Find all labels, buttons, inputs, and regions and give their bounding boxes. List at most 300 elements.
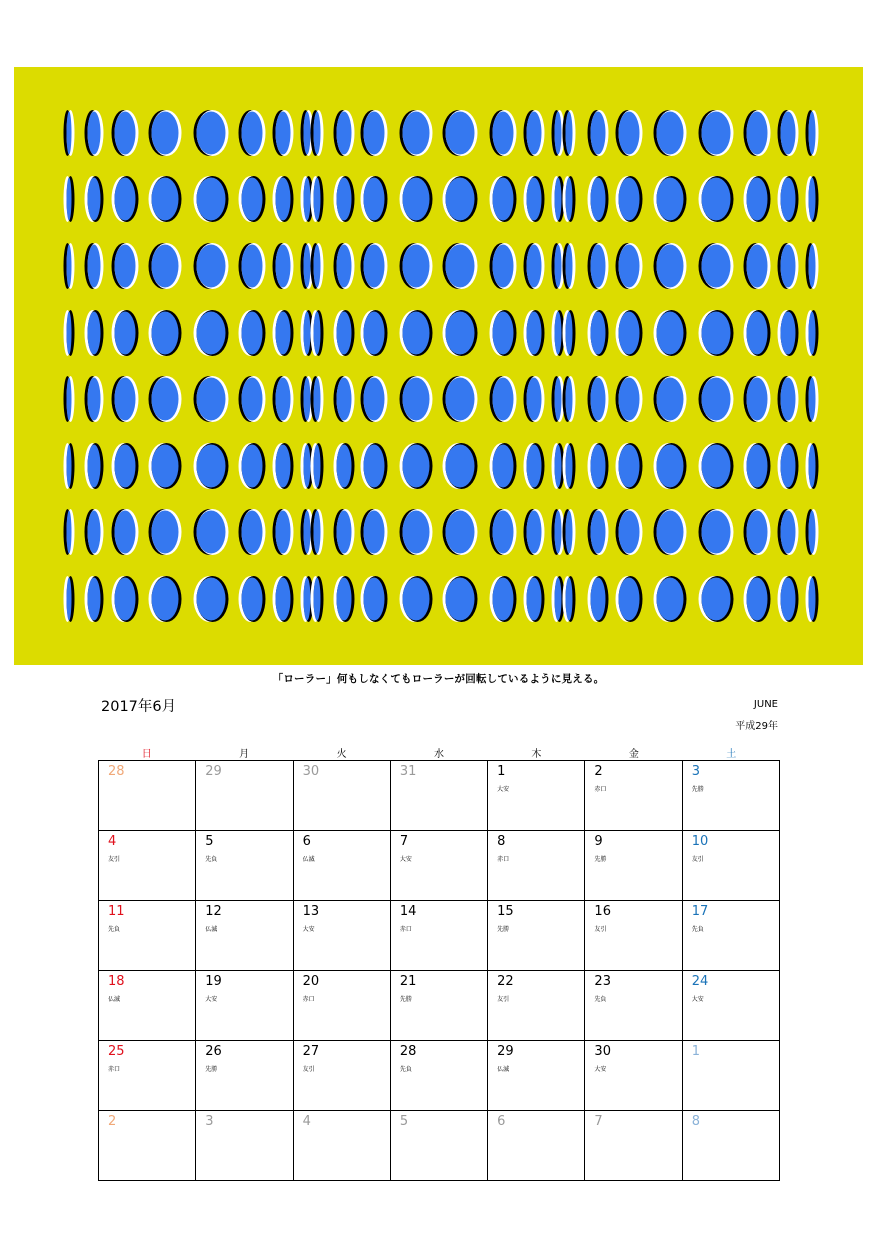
day-number: 24: [691, 974, 709, 989]
day-number: 26: [205, 1044, 222, 1059]
weekday-header: [98, 745, 780, 759]
rokuyo-label: 仏滅: [108, 996, 121, 1003]
roller-ellipse: [524, 310, 545, 356]
rokuyo-label: 先負: [205, 856, 218, 863]
roller-ellipse: [334, 243, 355, 289]
day-number: 9: [594, 834, 603, 849]
rokuyo-label: 先勝: [497, 926, 510, 933]
roller-ellipse: [334, 310, 355, 356]
calendar-day-cell: [294, 901, 391, 971]
calendar-day-cell: [391, 761, 488, 831]
roller-ellipse: [400, 310, 433, 356]
calendar-day-cell: [99, 1111, 196, 1181]
roller-ellipse: [806, 376, 819, 422]
roller-ellipse: [616, 310, 643, 356]
calendar-day-cell: [683, 831, 780, 901]
roller-ellipse: [361, 243, 388, 289]
roller-ellipse: [64, 509, 75, 555]
roller-ellipse: [112, 509, 139, 555]
calendar-day-cell: [196, 1041, 293, 1111]
roller-ellipse: [194, 243, 229, 289]
calendar-day-cell: [683, 1041, 780, 1111]
roller-ellipse: [400, 376, 433, 422]
roller-ellipse: [490, 243, 517, 289]
roller-ellipse: [490, 443, 517, 489]
day-number: 10: [691, 834, 709, 849]
day-number: 1: [497, 764, 506, 779]
day-number: 3: [691, 764, 700, 779]
roller-ellipse: [311, 310, 324, 356]
roller-ellipse: [654, 110, 687, 156]
calendar-day-cell: [294, 971, 391, 1041]
rokuyo-label: 先勝: [594, 856, 607, 863]
rokuyo-label: 友引: [691, 856, 704, 863]
weekday-thursday: 木: [531, 749, 542, 760]
day-number: 18: [108, 974, 125, 989]
calendar-title: 2017年6月: [101, 699, 177, 715]
roller-ellipse: [563, 176, 576, 222]
roller-ellipse: [85, 509, 104, 555]
roller-ellipse: [778, 176, 799, 222]
day-number: 4: [302, 1114, 311, 1129]
day-number: 7: [594, 1114, 603, 1129]
rokuyo-label: 先勝: [691, 786, 704, 793]
calendar-day-cell: [683, 901, 780, 971]
roller-ellipse: [699, 376, 734, 422]
roller-ellipse: [361, 110, 388, 156]
rokuyo-label: 赤口: [302, 996, 315, 1003]
roller-ellipse: [443, 576, 478, 622]
roller-ellipse: [778, 443, 799, 489]
calendar-day-cell: [196, 761, 293, 831]
day-number: 8: [497, 834, 506, 849]
day-number: 27: [302, 1044, 320, 1059]
roller-ellipse: [524, 376, 545, 422]
rokuyo-label: 先勝: [205, 1066, 218, 1073]
roller-ellipse: [744, 443, 771, 489]
day-number: 14: [399, 904, 417, 919]
roller-ellipse: [616, 110, 643, 156]
roller-ellipse: [149, 509, 182, 555]
calendar-day-cell: [391, 971, 488, 1041]
roller-ellipse: [443, 243, 478, 289]
calendar-day-cell: [488, 901, 585, 971]
roller-ellipse: [778, 310, 799, 356]
day-number: 25: [108, 1044, 125, 1059]
roller-ellipse: [334, 443, 355, 489]
roller-ellipse: [112, 176, 139, 222]
roller-ellipse: [149, 376, 182, 422]
calendar-day-cell: [585, 901, 682, 971]
roller-ellipse: [194, 443, 229, 489]
calendar-day-cell: [196, 831, 293, 901]
roller-ellipse: [361, 310, 388, 356]
roller-ellipse: [149, 110, 182, 156]
day-number: 8: [691, 1114, 700, 1129]
calendar-grid: [98, 760, 780, 1181]
roller-ellipse: [490, 376, 517, 422]
roller-ellipse: [490, 509, 517, 555]
roller-ellipse: [400, 576, 433, 622]
calendar-day-cell: [488, 831, 585, 901]
rokuyo-label: 先負: [691, 926, 704, 933]
roller-illusion-image: [14, 67, 863, 665]
rokuyo-label: 仏滅: [302, 856, 315, 863]
roller-ellipse: [64, 443, 75, 489]
roller-ellipse: [311, 110, 324, 156]
day-number: 16: [594, 904, 611, 919]
roller-ellipse: [273, 243, 294, 289]
calendar-day-cell: [294, 831, 391, 901]
roller-ellipse: [149, 443, 182, 489]
roller-ellipse: [443, 443, 478, 489]
day-number: 21: [399, 974, 417, 989]
roller-ellipse: [361, 576, 388, 622]
roller-ellipse: [361, 176, 388, 222]
roller-ellipse: [239, 443, 266, 489]
roller-ellipse: [744, 310, 771, 356]
roller-ellipse: [443, 110, 478, 156]
roller-ellipse: [524, 443, 545, 489]
day-number: 13: [302, 904, 320, 919]
day-number: 2: [594, 764, 603, 779]
roller-ellipse: [744, 576, 771, 622]
weekday-friday: 金: [628, 749, 639, 760]
calendar-day-cell: [99, 761, 196, 831]
roller-ellipse: [443, 310, 478, 356]
roller-ellipse: [563, 576, 576, 622]
rokuyo-label: 仏滅: [497, 1066, 510, 1073]
day-number: 6: [302, 834, 311, 849]
roller-ellipse: [588, 310, 609, 356]
roller-ellipse: [806, 509, 819, 555]
calendar-day-cell: [585, 1111, 682, 1181]
day-number: 3: [205, 1114, 214, 1129]
rokuyo-label: 友引: [594, 926, 607, 933]
calendar-day-cell: [196, 1111, 293, 1181]
day-number: 28: [108, 764, 125, 779]
day-number: 23: [594, 974, 611, 989]
roller-ellipse: [311, 443, 324, 489]
day-number: 28: [399, 1044, 417, 1059]
roller-ellipse: [64, 176, 75, 222]
calendar-day-cell: [99, 1041, 196, 1111]
roller-ellipse: [654, 376, 687, 422]
calendar-day-cell: [585, 831, 682, 901]
roller-ellipse: [490, 110, 517, 156]
day-number: 11: [108, 904, 125, 919]
roller-ellipse: [699, 110, 734, 156]
roller-ellipse: [239, 176, 266, 222]
roller-ellipse: [524, 110, 545, 156]
rokuyo-label: 大安: [205, 996, 218, 1003]
roller-ellipse: [588, 576, 609, 622]
roller-ellipse: [654, 443, 687, 489]
roller-ellipse: [699, 576, 734, 622]
rokuyo-label: 大安: [594, 1066, 607, 1073]
roller-ellipse: [239, 110, 266, 156]
calendar-day-cell: [391, 1111, 488, 1181]
roller-ellipse: [563, 443, 576, 489]
roller-ellipse: [400, 176, 433, 222]
roller-ellipse: [64, 110, 75, 156]
roller-ellipse: [806, 310, 819, 356]
roller-ellipse: [744, 376, 771, 422]
roller-ellipse: [273, 310, 294, 356]
roller-ellipse: [806, 110, 819, 156]
roller-ellipse: [361, 509, 388, 555]
roller-ellipse: [443, 176, 478, 222]
day-number: 12: [205, 904, 222, 919]
roller-ellipse: [273, 110, 294, 156]
day-number: 30: [302, 764, 320, 779]
roller-ellipse: [806, 176, 819, 222]
roller-ellipse: [806, 243, 819, 289]
roller-ellipse: [239, 376, 266, 422]
roller-ellipse: [239, 509, 266, 555]
rokuyo-label: 赤口: [108, 1066, 121, 1073]
day-number: 1: [691, 1044, 700, 1059]
roller-ellipse: [334, 176, 355, 222]
rokuyo-label: 大安: [497, 786, 510, 793]
roller-ellipse: [616, 509, 643, 555]
calendar-day-cell: [683, 971, 780, 1041]
roller-ellipse: [194, 509, 229, 555]
roller-ellipse: [699, 176, 734, 222]
roller-ellipse: [85, 376, 104, 422]
roller-ellipse: [778, 376, 799, 422]
roller-ellipse: [112, 376, 139, 422]
calendar-day-cell: [99, 901, 196, 971]
roller-ellipse: [744, 243, 771, 289]
calendar-day-cell: [585, 971, 682, 1041]
rokuyo-label: 赤口: [497, 856, 510, 863]
roller-ellipse: [112, 243, 139, 289]
roller-ellipse: [194, 176, 229, 222]
roller-ellipse: [563, 310, 576, 356]
roller-ellipse: [85, 443, 104, 489]
roller-ellipse: [334, 576, 355, 622]
day-number: 22: [497, 974, 514, 989]
day-number: 31: [399, 764, 417, 779]
rokuyo-label: 友引: [302, 1066, 315, 1073]
roller-ellipse: [311, 243, 324, 289]
calendar-day-cell: [294, 761, 391, 831]
roller-ellipse: [744, 176, 771, 222]
month-english: JUNE: [753, 699, 778, 710]
rokuyo-label: 大安: [399, 856, 412, 863]
roller-ellipse: [744, 110, 771, 156]
roller-ellipse: [311, 509, 324, 555]
roller-ellipse: [149, 176, 182, 222]
roller-ellipse: [85, 176, 104, 222]
day-number: 6: [497, 1114, 506, 1129]
roller-ellipse: [524, 176, 545, 222]
roller-ellipse: [563, 110, 576, 156]
roller-ellipse: [654, 243, 687, 289]
roller-ellipse: [616, 443, 643, 489]
day-number: 19: [205, 974, 222, 989]
roller-ellipse: [778, 509, 799, 555]
roller-ellipse: [699, 310, 734, 356]
day-number: 29: [205, 764, 222, 779]
day-number: 17: [691, 904, 709, 919]
roller-ellipse: [334, 110, 355, 156]
day-number: 30: [594, 1044, 611, 1059]
roller-ellipse: [194, 576, 229, 622]
roller-ellipse: [239, 243, 266, 289]
roller-ellipse: [616, 576, 643, 622]
calendar-day-cell: [488, 1111, 585, 1181]
calendar-day-cell: [585, 761, 682, 831]
calendar-day-cell: [196, 971, 293, 1041]
calendar-day-cell: [99, 831, 196, 901]
rokuyo-label: 先勝: [399, 996, 412, 1003]
roller-ellipse: [563, 509, 576, 555]
roller-ellipse: [64, 376, 75, 422]
roller-ellipse: [588, 443, 609, 489]
day-number: 29: [497, 1044, 514, 1059]
roller-ellipse: [85, 310, 104, 356]
roller-ellipse: [400, 243, 433, 289]
roller-ellipse: [699, 509, 734, 555]
calendar-day-cell: [196, 901, 293, 971]
roller-ellipse: [588, 243, 609, 289]
weekday-sunday: 日: [141, 749, 152, 760]
weekday-saturday: 土: [726, 749, 737, 760]
calendar-day-cell: [391, 1041, 488, 1111]
rokuyo-label: 友引: [497, 996, 510, 1003]
rokuyo-label: 赤口: [594, 786, 607, 793]
day-number: 20: [302, 974, 320, 989]
roller-ellipse: [361, 376, 388, 422]
roller-ellipse: [64, 243, 75, 289]
weekday-monday: 月: [239, 749, 250, 760]
roller-ellipse: [112, 443, 139, 489]
roller-ellipse: [112, 576, 139, 622]
roller-ellipse: [334, 376, 355, 422]
roller-ellipse: [112, 110, 139, 156]
day-number: 4: [108, 834, 117, 849]
day-number: 15: [497, 904, 514, 919]
roller-ellipse: [588, 376, 609, 422]
roller-ellipse: [563, 243, 576, 289]
rokuyo-label: 大安: [691, 996, 704, 1003]
roller-ellipse: [64, 576, 75, 622]
roller-ellipse: [524, 243, 545, 289]
rokuyo-label: 大安: [302, 926, 315, 933]
roller-ellipse: [778, 110, 799, 156]
calendar-day-cell: [683, 1111, 780, 1181]
roller-ellipse: [563, 376, 576, 422]
roller-ellipse: [311, 376, 324, 422]
roller-ellipse: [334, 509, 355, 555]
rokuyo-label: 赤口: [399, 926, 412, 933]
roller-ellipse: [490, 310, 517, 356]
roller-ellipse: [524, 509, 545, 555]
roller-ellipse: [616, 176, 643, 222]
roller-ellipse: [654, 176, 687, 222]
roller-ellipse: [64, 310, 75, 356]
roller-ellipse: [239, 576, 266, 622]
day-number: 2: [108, 1114, 117, 1129]
calendar-day-cell: [294, 1111, 391, 1181]
rokuyo-label: 友引: [108, 856, 121, 863]
calendar-day-cell: [294, 1041, 391, 1111]
roller-ellipse: [149, 243, 182, 289]
roller-ellipse: [443, 509, 478, 555]
roller-ellipse: [588, 176, 609, 222]
rokuyo-label: 先負: [399, 1066, 412, 1073]
roller-ellipse: [524, 576, 545, 622]
calendar-day-cell: [99, 971, 196, 1041]
roller-ellipse: [273, 509, 294, 555]
day-number: 5: [205, 834, 214, 849]
calendar-day-cell: [391, 901, 488, 971]
roller-ellipse: [361, 443, 388, 489]
roller-ellipse: [654, 310, 687, 356]
roller-ellipse: [588, 509, 609, 555]
roller-ellipse: [806, 576, 819, 622]
roller-ellipse: [400, 509, 433, 555]
roller-ellipse: [273, 176, 294, 222]
roller-ellipse: [400, 110, 433, 156]
roller-ellipse: [311, 176, 324, 222]
roller-ellipse: [273, 443, 294, 489]
roller-ellipse: [273, 376, 294, 422]
calendar-day-cell: [585, 1041, 682, 1111]
roller-ellipse: [149, 310, 182, 356]
roller-ellipse: [239, 310, 266, 356]
calendar-day-cell: [488, 971, 585, 1041]
calendar-day-cell: [683, 761, 780, 831]
roller-ellipse: [194, 310, 229, 356]
roller-ellipse: [654, 576, 687, 622]
rokuyo-label: 仏滅: [205, 926, 218, 933]
roller-ellipse: [699, 443, 734, 489]
roller-ellipse: [778, 243, 799, 289]
roller-ellipse: [806, 443, 819, 489]
roller-ellipse: [311, 576, 324, 622]
calendar-day-cell: [488, 761, 585, 831]
roller-ellipse: [194, 376, 229, 422]
rokuyo-label: 先負: [594, 996, 607, 1003]
roller-ellipse: [490, 176, 517, 222]
day-number: 5: [399, 1114, 409, 1129]
roller-ellipse: [85, 110, 104, 156]
day-number: 7: [399, 834, 409, 849]
roller-ellipse: [112, 310, 139, 356]
roller-ellipse: [443, 376, 478, 422]
roller-ellipse: [616, 243, 643, 289]
calendar-day-cell: [488, 1041, 585, 1111]
roller-ellipse: [778, 576, 799, 622]
roller-ellipse: [588, 110, 609, 156]
roller-ellipse: [149, 576, 182, 622]
japanese-era-year: 平成29年: [735, 721, 778, 732]
roller-ellipse: [616, 376, 643, 422]
roller-ellipse: [85, 576, 104, 622]
weekday-wednesday: 水: [433, 749, 444, 760]
roller-ellipse: [85, 243, 104, 289]
roller-ellipse: [490, 576, 517, 622]
roller-illusion-svg: [14, 67, 863, 665]
roller-ellipse: [273, 576, 294, 622]
roller-ellipse: [194, 110, 229, 156]
calendar-day-cell: [391, 831, 488, 901]
roller-ellipse: [744, 509, 771, 555]
rokuyo-label: 先負: [108, 926, 121, 933]
